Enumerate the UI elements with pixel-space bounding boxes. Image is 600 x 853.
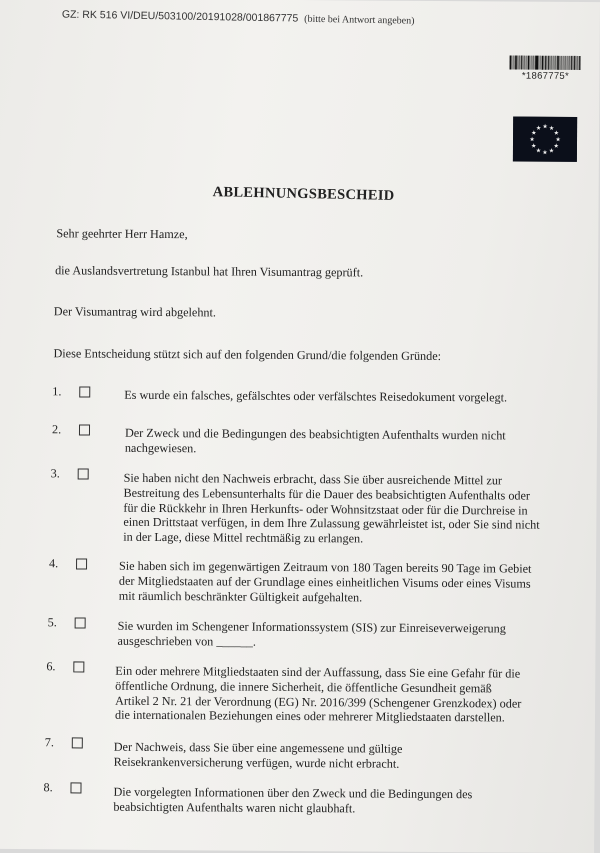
barcode xyxy=(509,55,581,82)
barcode-bar xyxy=(514,55,515,69)
decision-text: Der Visumantrag wird abgelehnt. xyxy=(53,304,217,320)
item-line: beabsichtigten Aufenthalts waren nicht glaubhaft. xyxy=(113,799,356,816)
item-line: der Mitgliedstaaten auf der Grundlage eines einheitlichen Visums oder eines Visums xyxy=(118,573,531,591)
barcode-bar xyxy=(528,56,530,70)
flag-star-icon: ★ xyxy=(531,142,537,150)
item-line: Ein oder mehrere Mitgliedstaaten sind der Auffassung, dass Sie eine Gefahr für die xyxy=(115,663,521,681)
flag-star-icon: ★ xyxy=(548,147,555,155)
item-checkbox xyxy=(79,424,90,435)
barcode-bar xyxy=(548,56,550,70)
item-checkbox xyxy=(72,737,83,748)
item-text xyxy=(125,426,506,458)
item-number: 2. xyxy=(51,422,62,437)
barcode-bar xyxy=(573,56,574,70)
barcode-bar xyxy=(557,56,560,70)
barcode-bar xyxy=(516,56,518,70)
item-checkbox xyxy=(78,468,89,479)
barcode-bar xyxy=(510,55,512,69)
flag-star-icon: ★ xyxy=(553,142,559,150)
item-line: öffentliche Ordnung, die innere Sicherheit, die öffentliche Gesundheit gemäß xyxy=(115,678,492,696)
item-line: Reisekrankenversicherung verfügen, wurde nicht erbracht. xyxy=(113,754,400,771)
item-checkbox xyxy=(73,661,84,672)
salutation: Sehr geehrter Herr Hamze, xyxy=(56,226,188,242)
barcode-bar xyxy=(564,56,566,70)
item-line: einen Drittstaat verfügen, in dem Ihre Zulassung gewährleistet ist, oder Sie sind nicht xyxy=(123,515,540,533)
reference-line xyxy=(62,8,415,26)
flag-star-icon: ★ xyxy=(535,147,542,155)
item-line: Sie haben sich im gegenwärtigen Zeitraum von 180 Tagen bereits 90 Tage im Gebiet xyxy=(118,558,532,576)
flag-star-icon: ★ xyxy=(555,136,561,144)
item-line: Bestreitung des Lebensunterhalts für die Dauer des beabsichtigten Aufenthalts oder xyxy=(123,485,531,503)
item-checkbox xyxy=(75,617,86,628)
item-line: nachgewiesen. xyxy=(124,440,197,456)
reference-code: GZ: RK 516 VI/DEU/503100/20191028/001867775 xyxy=(61,8,299,25)
barcode-bar xyxy=(550,56,551,70)
barcode-bar xyxy=(552,56,553,70)
barcode-bar xyxy=(560,56,561,70)
barcode-bar xyxy=(546,56,547,70)
item-text xyxy=(114,740,403,772)
flag-star-icon: ★ xyxy=(553,129,560,137)
barcode-bar xyxy=(579,56,581,70)
item-line: Der Nachweis, dass Sie über eine angemessene und gültige xyxy=(113,739,403,756)
item-line: Sie wurden im Schengener Informationssystem (SIS) zur Einreiseverweigerung xyxy=(117,618,506,636)
barcode-bar xyxy=(554,56,556,70)
barcode-bar xyxy=(577,56,578,70)
item-checkbox xyxy=(70,782,81,793)
item-number: 5. xyxy=(47,615,57,630)
item-checkbox xyxy=(79,386,90,397)
item-line: für die Rückkehr in Ihren Herkunfts- oder Wohnsitzstaat oder für die Durchreise in xyxy=(123,500,528,518)
item-line: Sie haben nicht den Nachweis erbracht, dass Sie über ausreichende Mittel zur xyxy=(123,470,503,488)
item-number: 8. xyxy=(43,780,53,795)
item-number: 3. xyxy=(50,466,60,481)
barcode-bar xyxy=(530,56,531,70)
barcode-bar xyxy=(541,56,543,70)
flag-star-icon: ★ xyxy=(529,136,535,144)
flag-star-icon: ★ xyxy=(542,123,548,131)
barcode-bar xyxy=(570,56,572,70)
barcode-bars xyxy=(510,55,582,70)
barcode-bar xyxy=(536,56,539,70)
item-checkbox xyxy=(76,558,87,569)
item-text xyxy=(117,619,505,651)
barcode-bar xyxy=(526,56,527,70)
flag-star-icon: ★ xyxy=(535,124,542,132)
barcode-bar xyxy=(524,56,525,70)
item-line: Artikel 2 Nr. 21 der Verordnung (EG) Nr. 2016/399 (Schengener Grenzkodex) oder xyxy=(115,693,522,711)
reference-note: (bitte bei Antwort angeben) xyxy=(304,13,415,27)
barcode-bar xyxy=(544,56,545,70)
item-line: mit räumlich beschränkter Gültigkeit aufgehalten. xyxy=(118,588,363,605)
item-text xyxy=(113,785,472,817)
item-line: ausgeschrieben von ______. xyxy=(117,633,257,649)
item-line: in der Lage, diese Mittel rechtmäßig zu erlangen. xyxy=(123,529,364,546)
item-number: 6. xyxy=(46,659,56,674)
barcode-bar xyxy=(567,56,568,70)
intro-text: die Auslandsvertretung Istanbul hat Ihren Visumantrag geprüft. xyxy=(55,263,364,280)
item-line: Es wurde ein falsches, gefälschtes oder verfälschtes Reisedokument vorgelegt. xyxy=(124,387,508,405)
barcode-bar xyxy=(520,56,523,70)
barcode-bar xyxy=(512,55,513,69)
flag-star-icon: ★ xyxy=(542,149,548,157)
item-line: Der Zweck und die Bedingungen des beabsichtigten Aufenthalts wurden nicht xyxy=(124,425,506,443)
barcode-bar xyxy=(539,56,540,70)
item-text xyxy=(119,559,532,606)
item-line: die internationalen Beziehungen eines oder mehrerer Mitgliedstaaten darstellen. xyxy=(114,708,505,725)
document-title: ABLEHNUNGSBESCHEID xyxy=(212,184,395,204)
barcode-bar xyxy=(562,56,563,70)
barcode-bar xyxy=(519,56,520,70)
eu-flag-icon xyxy=(513,116,577,161)
item-line: Die vorgelegten Informationen über den Zweck und die Bedingungen des xyxy=(113,784,473,802)
barcode-number: *1867775* xyxy=(521,70,570,82)
barcode-bar xyxy=(569,56,570,70)
barcode-bar xyxy=(532,56,533,70)
item-text xyxy=(115,664,522,726)
barcode-bar xyxy=(534,56,535,70)
item-number: 1. xyxy=(52,384,62,399)
item-text xyxy=(123,471,540,548)
flag-star-icon: ★ xyxy=(531,129,537,137)
grounds-intro: Diese Entscheidung stützt sich auf den folgenden Grund/die folgenden Gründe: xyxy=(53,346,442,363)
item-number: 4. xyxy=(49,556,59,571)
item-number: 7. xyxy=(44,735,55,750)
flag-star-icon: ★ xyxy=(548,124,555,133)
item-text xyxy=(124,388,507,405)
barcode-bar xyxy=(575,56,576,70)
